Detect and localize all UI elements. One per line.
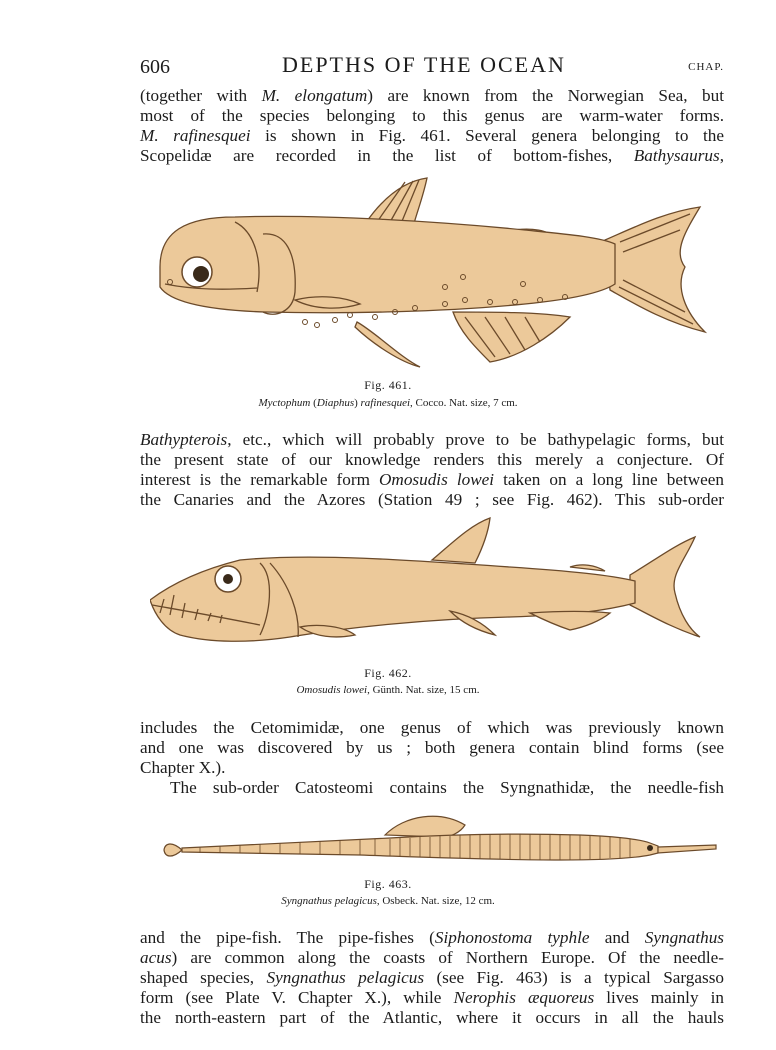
- figure-463-illustration: [160, 805, 720, 875]
- paragraph-3: [140, 718, 724, 798]
- text-line: form (see Plate V. Chapter X.), while Nerophis æquoreus lives mainly in: [140, 988, 724, 1007]
- figure-462-illustration: [150, 515, 710, 660]
- text-line: the Canaries and the Azores (Station 49 ; see Fig. 462). This sub-order: [140, 490, 724, 509]
- paragraph-1: [140, 86, 724, 166]
- figure-461-caption: Myctophum (Diaphus) rafinesquei, Cocco. Nat. size, 7 cm.: [258, 397, 518, 409]
- text-line: shaped species, Syngnathus pelagicus (see Fig. 463) is a typical Sargasso: [140, 968, 725, 987]
- text-line: and one was discovered by us ; both genera contain blind forms (see: [140, 738, 724, 757]
- omosudis-illustration: [150, 515, 710, 660]
- page-number: 606: [140, 56, 170, 78]
- paragraph-4: [140, 928, 724, 1028]
- paragraph-2: [140, 430, 724, 510]
- figure-461-number: Fig. 461.: [364, 378, 412, 392]
- figure-463-number: Fig. 463.: [364, 877, 412, 891]
- figure-461-illustration: [145, 172, 715, 372]
- text-line: interest is the remarkable form Omosudis lowei taken on a long line between: [140, 470, 724, 489]
- figure-462-number: Fig. 462.: [364, 666, 412, 680]
- text-line: the present state of our knowledge renders this merely a conjecture. Of: [140, 450, 724, 469]
- text-line: Bathypterois, etc., which will probably prove to be bathypelagic forms, but: [140, 430, 724, 449]
- text-line: Scopelidæ are recorded in the list of bottom-fishes, Bathysaurus,: [140, 146, 724, 165]
- text-line: includes the Cetomimidæ, one genus of which was previously known: [140, 718, 724, 737]
- pipefish-illustration: [160, 805, 720, 875]
- text-line: (together with M. elongatum) are known from the Norwegian Sea, but: [140, 86, 724, 105]
- page-header: [140, 52, 724, 82]
- lanternfish-illustration: [145, 172, 715, 372]
- text-line: Chapter X.).: [140, 758, 226, 777]
- text-line: most of the species belonging to this genus are warm-water forms.: [140, 106, 724, 125]
- figure-463-caption: Syngnathus pelagicus, Osbeck. Nat. size, 12 cm.: [281, 895, 495, 907]
- running-title: DEPTHS OF THE OCEAN: [282, 52, 566, 77]
- figure-462-caption: Omosudis lowei, Günth. Nat. size, 15 cm.: [296, 684, 480, 696]
- text-line: acus) are common along the coasts of Northern Europe. Of the needle-: [140, 948, 724, 967]
- text-line: and the pipe-fish. The pipe-fishes (Siphonostoma typhle and Syngnathus: [140, 928, 724, 947]
- chapter-mark: CHAP.: [688, 61, 724, 73]
- text-line: the north-eastern part of the Atlantic, where it occurs in all the hauls: [140, 1008, 724, 1027]
- text-line: The sub-order Catosteomi contains the Syngnathidæ, the needle-fish: [170, 778, 724, 797]
- text-line: M. rafinesquei is shown in Fig. 461. Several genera belonging to the: [140, 126, 725, 145]
